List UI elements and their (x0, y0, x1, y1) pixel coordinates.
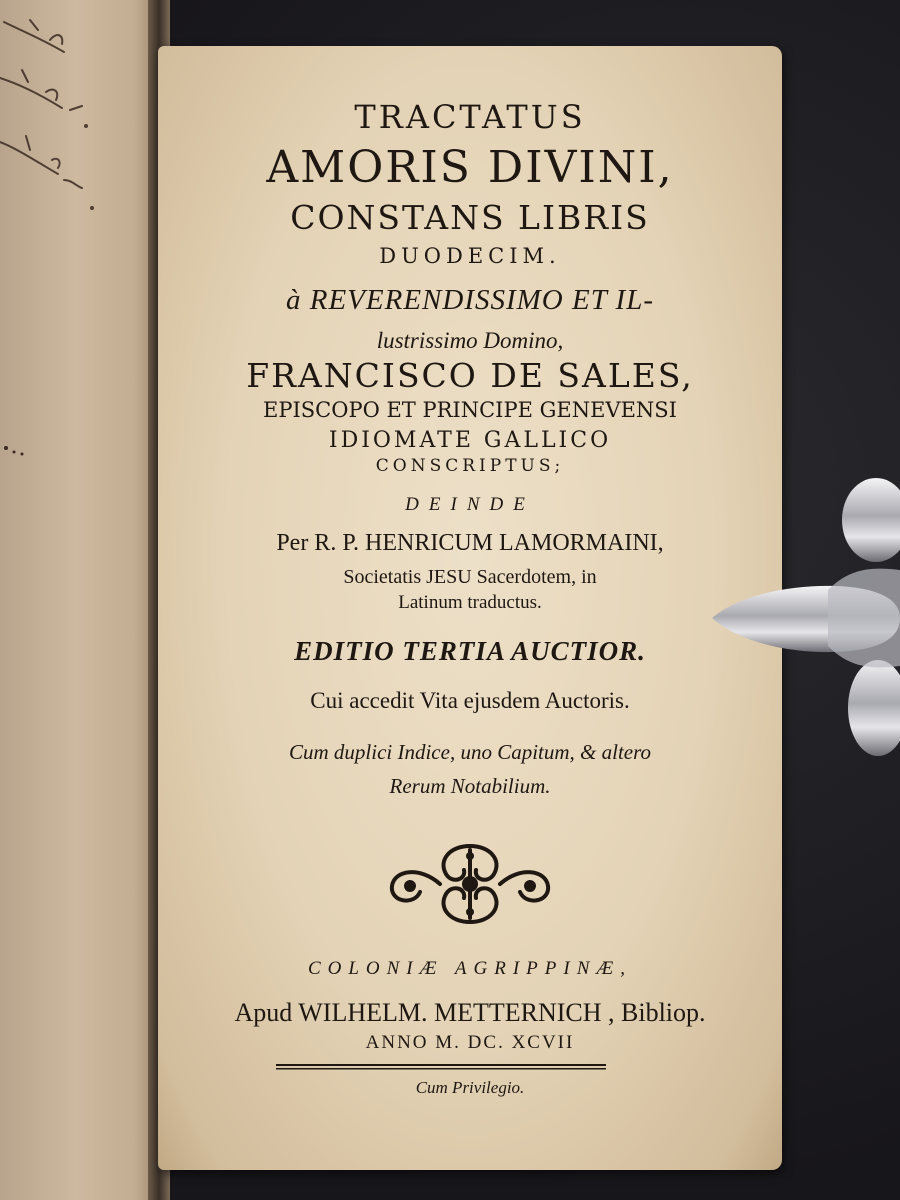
title-page (158, 46, 782, 1170)
edition-line: EDITIO TERTIA AUCTIOR. (294, 636, 646, 666)
translator-line: Per R. P. HENRICUM LAMORMAINI, (276, 530, 664, 556)
marginal-dots (0, 440, 30, 460)
fleur-de-lis-metal-clip (708, 470, 900, 770)
language-line-idiomate-gallico: IDIOMATE GALLICO (328, 428, 612, 453)
title-line-duodecim: DUODECIM. (379, 244, 561, 268)
author-line-reverendissimo: à REVERENDISSIMO ET IL- (286, 284, 654, 316)
author-name-francisco-de-sales: FRANCISCO DE SALES, (246, 356, 694, 395)
title-line-tractatus: TRACTATUS (354, 98, 586, 136)
printer-fleuron-ornament (380, 836, 560, 932)
privilegio-line: Cum Privilegio. (415, 1078, 525, 1097)
left-facing-page (0, 0, 168, 1200)
title-line-constans-libris: CONSTANS LIBRIS (290, 198, 650, 237)
author-line-illustrissimo: lustrissimo Domino, (376, 328, 564, 353)
double-rule-divider (276, 1064, 606, 1070)
vita-auctoris-line: Cui accedit Vita ejusdem Auctoris. (310, 688, 630, 713)
line-deinde: DEINDE (405, 494, 535, 515)
indice-line: Cum duplici Indice, uno Capitum, & altero (288, 740, 652, 764)
author-title-episcopo: EPISCOPO ET PRINCIPE GENEVENSI (263, 398, 677, 422)
rerum-notabilium-line: Rerum Notabilium. (389, 774, 551, 798)
date-line-anno: ANNO M. DC. XCVII (365, 1032, 575, 1053)
place-line-coloniae: COLONIÆ AGRIPPINÆ, (307, 958, 633, 979)
latinum-traductus-line: Latinum traductus. (398, 592, 542, 613)
printer-line-metternich: Apud WILHELM. METTERNICH , Bibliop. (234, 998, 706, 1027)
handwritten-marginalia (0, 0, 110, 240)
societatis-jesu-line: Societatis JESU Sacerdotem, in (343, 566, 597, 588)
title-line-amoris-divini: AMORIS DIVINI, (266, 142, 674, 193)
line-conscriptus: CONSCRIPTUS; (375, 456, 565, 476)
